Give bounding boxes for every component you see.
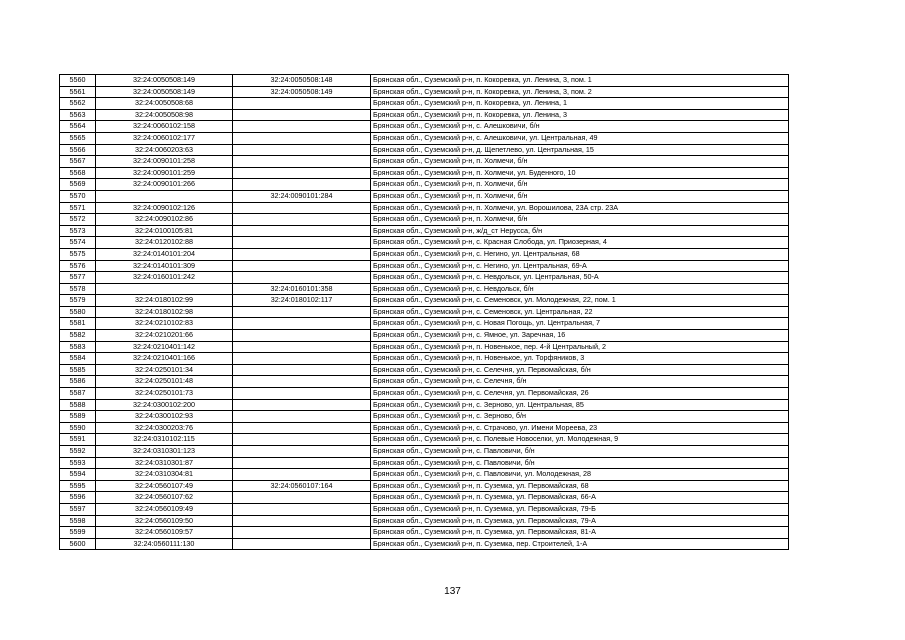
row-number-cell: 5562 [60,98,96,110]
row-number-cell: 5593 [60,457,96,469]
cadastral-number-cell: 32:24:0060102:158 [96,121,233,133]
building-number-cell [233,457,371,469]
table-row [60,283,789,295]
row-number-cell: 5598 [60,515,96,527]
table-row [60,75,789,87]
table-body [60,75,789,550]
row-number-cell: 5579 [60,295,96,307]
address-cell: Брянская обл., Суземский р-н, с. Зерново, ул. Центральная, 85 [371,399,789,411]
cadastral-number-cell: 32:24:0250101:34 [96,364,233,376]
cadastral-number-cell: 32:24:0310301:123 [96,446,233,458]
table-row [60,144,789,156]
address-cell: Брянская обл., Суземский р-н, п. Кокоревка, ул. Ленина, 3, пом. 2 [371,86,789,98]
table-row [60,121,789,133]
row-number-cell: 5569 [60,179,96,191]
address-cell: Брянская обл., Суземский р-н, с. Селечня, ул. Первомайская, б/н [371,364,789,376]
address-cell: Брянская обл., Суземский р-н, с. Селечня, б/н [371,376,789,388]
cadastral-number-cell: 32:24:0090101:258 [96,156,233,168]
building-number-cell [233,98,371,110]
building-number-cell [233,422,371,434]
cadastral-number-cell: 32:24:0120102:88 [96,237,233,249]
building-number-cell: 32:24:0090101:284 [233,190,371,202]
building-number-cell [233,214,371,226]
building-number-cell [233,121,371,133]
row-number-cell: 5565 [60,132,96,144]
address-cell: Брянская обл., Суземский р-н, п. Кокоревка, ул. Ленина, 3, пом. 1 [371,75,789,87]
building-number-cell [233,434,371,446]
address-cell: Брянская обл., Суземский р-н, с. Павловичи, ул. Молодежная, 28 [371,469,789,481]
cadastral-number-cell: 32:24:0060203:63 [96,144,233,156]
cadastral-number-cell: 32:24:0560111:130 [96,538,233,550]
cadastral-number-cell: 32:24:0090101:259 [96,167,233,179]
address-cell: Брянская обл., Суземский р-н, с. Невдольск, ул. Центральная, 50-А [371,272,789,284]
table-row [60,376,789,388]
table-row [60,446,789,458]
table-row [60,109,789,121]
row-number-cell: 5595 [60,480,96,492]
table-row [60,457,789,469]
row-number-cell: 5571 [60,202,96,214]
cadastral-number-cell: 32:24:0180102:98 [96,306,233,318]
address-cell: Брянская обл., Суземский р-н, п. Суземка, пер. Строителей, 1-А [371,538,789,550]
address-cell: Брянская обл., Суземский р-н, с. Алешковичи, ул. Центральная, 49 [371,132,789,144]
row-number-cell: 5596 [60,492,96,504]
cadastral-number-cell: 32:24:0090102:126 [96,202,233,214]
building-number-cell [233,364,371,376]
row-number-cell: 5588 [60,399,96,411]
table-row [60,318,789,330]
row-number-cell: 5591 [60,434,96,446]
building-number-cell [233,330,371,342]
table-row [60,98,789,110]
row-number-cell: 5574 [60,237,96,249]
row-number-cell: 5570 [60,190,96,202]
address-cell: Брянская обл., Суземский р-н, ж/д_ст Нерусса, б/н [371,225,789,237]
address-cell: Брянская обл., Суземский р-н, д. Щепетлево, ул. Центральная, 15 [371,144,789,156]
property-table [59,74,789,550]
row-number-cell: 5564 [60,121,96,133]
row-number-cell: 5589 [60,411,96,423]
table-row [60,190,789,202]
address-cell: Брянская обл., Суземский р-н, с. Семеновск, ул. Молодежная, 22, пом. 1 [371,295,789,307]
building-number-cell [233,527,371,539]
table-row [60,515,789,527]
row-number-cell: 5572 [60,214,96,226]
building-number-cell [233,248,371,260]
cadastral-number-cell [96,283,233,295]
address-cell: Брянская обл., Суземский р-н, п. Холмечи, б/н [371,214,789,226]
address-cell: Брянская обл., Суземский р-н, с. Красная Слобода, ул. Приозерная, 4 [371,237,789,249]
building-number-cell [233,515,371,527]
address-cell: Брянская обл., Суземский р-н, с. Страчово, ул. Имени Мореева, 23 [371,422,789,434]
cadastral-number-cell: 32:24:0310301:87 [96,457,233,469]
cadastral-number-cell: 32:24:0210201:66 [96,330,233,342]
cadastral-number-cell: 32:24:0300102:200 [96,399,233,411]
cadastral-number-cell: 32:24:0180102:99 [96,295,233,307]
building-number-cell [233,388,371,400]
cadastral-number-cell: 32:24:0090102:86 [96,214,233,226]
building-number-cell [233,225,371,237]
address-cell: Брянская обл., Суземский р-н, п. Суземка, ул. Первомайская, 79-Б [371,503,789,515]
row-number-cell: 5578 [60,283,96,295]
table-row [60,306,789,318]
building-number-cell [233,237,371,249]
address-cell: Брянская обл., Суземский р-н, п. Новенькое, пер. 4-й Центральный, 2 [371,341,789,353]
table-row [60,364,789,376]
table-row [60,492,789,504]
cadastral-number-cell: 32:24:0050508:68 [96,98,233,110]
table-row [60,527,789,539]
building-number-cell [233,538,371,550]
building-number-cell [233,399,371,411]
address-cell: Брянская обл., Суземский р-н, п. Холмечи, ул. Буденного, 10 [371,167,789,179]
address-cell: Брянская обл., Суземский р-н, с. Ямное, ул. Заречная, 16 [371,330,789,342]
address-cell: Брянская обл., Суземский р-н, с. Алешковичи, б/н [371,121,789,133]
row-number-cell: 5587 [60,388,96,400]
row-number-cell: 5599 [60,527,96,539]
address-cell: Брянская обл., Суземский р-н, с. Новая Погощь, ул. Центральная, 7 [371,318,789,330]
address-cell: Брянская обл., Суземский р-н, п. Холмечи, б/н [371,156,789,168]
row-number-cell: 5594 [60,469,96,481]
row-number-cell: 5576 [60,260,96,272]
building-number-cell [233,306,371,318]
table-row [60,480,789,492]
cadastral-number-cell: 32:24:0250101:48 [96,376,233,388]
building-number-cell [233,167,371,179]
address-cell: Брянская обл., Суземский р-н, п. Кокоревка, ул. Ленина, 3 [371,109,789,121]
table-row [60,260,789,272]
building-number-cell: 32:24:0160101:358 [233,283,371,295]
address-cell: Брянская обл., Суземский р-н, с. Невдольск, б/н [371,283,789,295]
cadastral-number-cell: 32:24:0100105:81 [96,225,233,237]
cadastral-number-cell: 32:24:0310304:81 [96,469,233,481]
row-number-cell: 5585 [60,364,96,376]
row-number-cell: 5590 [60,422,96,434]
table-row [60,434,789,446]
table-row [60,295,789,307]
row-number-cell: 5567 [60,156,96,168]
cadastral-number-cell: 32:24:0140101:309 [96,260,233,272]
table-row [60,330,789,342]
table-row [60,237,789,249]
building-number-cell [233,202,371,214]
address-cell: Брянская обл., Суземский р-н, п. Суземка, ул. Первомайская, 79-А [371,515,789,527]
table-row [60,225,789,237]
page-number: 137 [444,586,461,597]
cadastral-number-cell: 32:24:0560109:57 [96,527,233,539]
row-number-cell: 5573 [60,225,96,237]
building-number-cell [233,109,371,121]
address-cell: Брянская обл., Суземский р-н, п. Суземка, ул. Первомайская, 81-А [371,527,789,539]
table-row [60,388,789,400]
address-cell: Брянская обл., Суземский р-н, п. Холмечи, б/н [371,179,789,191]
row-number-cell: 5577 [60,272,96,284]
building-number-cell [233,446,371,458]
table-row [60,353,789,365]
building-number-cell [233,492,371,504]
cadastral-number-cell: 32:24:0210102:83 [96,318,233,330]
cadastral-number-cell: 32:24:0050508:149 [96,86,233,98]
table-row [60,248,789,260]
cadastral-number-cell: 32:24:0560109:50 [96,515,233,527]
address-cell: Брянская обл., Суземский р-н, с. Зерново, б/н [371,411,789,423]
cadastral-number-cell: 32:24:0300102:93 [96,411,233,423]
table-row [60,132,789,144]
row-number-cell: 5592 [60,446,96,458]
row-number-cell: 5566 [60,144,96,156]
row-number-cell: 5580 [60,306,96,318]
address-cell: Брянская обл., Суземский р-н, с. Полевые Новоселки, ул. Молодежная, 9 [371,434,789,446]
address-cell: Брянская обл., Суземский р-н, п. Новенькое, ул. Торфяников, 3 [371,353,789,365]
table-row [60,469,789,481]
address-cell: Брянская обл., Суземский р-н, п. Кокоревка, ул. Ленина, 1 [371,98,789,110]
address-cell: Брянская обл., Суземский р-н, с. Павловичи, б/н [371,446,789,458]
row-number-cell: 5563 [60,109,96,121]
building-number-cell [233,341,371,353]
address-cell: Брянская обл., Суземский р-н, п. Холмечи, ул. Ворошилова, 23А стр. 23А [371,202,789,214]
cadastral-number-cell: 32:24:0050508:149 [96,75,233,87]
row-number-cell: 5586 [60,376,96,388]
cadastral-number-cell [96,190,233,202]
building-number-cell [233,179,371,191]
table-row [60,341,789,353]
cadastral-number-cell: 32:24:0210401:166 [96,353,233,365]
row-number-cell: 5560 [60,75,96,87]
table-row [60,86,789,98]
cadastral-number-cell: 32:24:0560109:49 [96,503,233,515]
building-number-cell [233,260,371,272]
row-number-cell: 5584 [60,353,96,365]
building-number-cell: 32:24:0050508:148 [233,75,371,87]
table-row [60,202,789,214]
cadastral-number-cell: 32:24:0210401:142 [96,341,233,353]
table-row [60,214,789,226]
cadastral-number-cell: 32:24:0250101:73 [96,388,233,400]
building-number-cell: 32:24:0050508:149 [233,86,371,98]
cadastral-number-cell: 32:24:0310102:115 [96,434,233,446]
cadastral-number-cell: 32:24:0560107:49 [96,480,233,492]
address-cell: Брянская обл., Суземский р-н, п. Суземка, ул. Первомайская, 68 [371,480,789,492]
row-number-cell: 5583 [60,341,96,353]
address-cell: Брянская обл., Суземский р-н, с. Негино, ул. Центральная, 69-А [371,260,789,272]
row-number-cell: 5600 [60,538,96,550]
building-number-cell [233,376,371,388]
building-number-cell [233,156,371,168]
table-row [60,272,789,284]
table-row [60,422,789,434]
building-number-cell [233,469,371,481]
building-number-cell [233,132,371,144]
cadastral-number-cell: 32:24:0090101:266 [96,179,233,191]
row-number-cell: 5581 [60,318,96,330]
building-number-cell [233,353,371,365]
address-cell: Брянская обл., Суземский р-н, с. Семеновск, ул. Центральная, 22 [371,306,789,318]
building-number-cell [233,318,371,330]
table-row [60,503,789,515]
table-row [60,156,789,168]
row-number-cell: 5568 [60,167,96,179]
cadastral-number-cell: 32:24:0160101:242 [96,272,233,284]
row-number-cell: 5597 [60,503,96,515]
cadastral-number-cell: 32:24:0140101:204 [96,248,233,260]
building-number-cell [233,503,371,515]
building-number-cell [233,144,371,156]
address-cell: Брянская обл., Суземский р-н, с. Селечня, ул. Первомайская, 26 [371,388,789,400]
cadastral-number-cell: 32:24:0560107:62 [96,492,233,504]
table-row [60,399,789,411]
cadastral-number-cell: 32:24:0300203:76 [96,422,233,434]
building-number-cell [233,411,371,423]
table-row [60,167,789,179]
table-row [60,538,789,550]
row-number-cell: 5561 [60,86,96,98]
cadastral-number-cell: 32:24:0060102:177 [96,132,233,144]
building-number-cell [233,272,371,284]
building-number-cell: 32:24:0560107:164 [233,480,371,492]
building-number-cell: 32:24:0180102:117 [233,295,371,307]
row-number-cell: 5575 [60,248,96,260]
table-row [60,411,789,423]
cadastral-number-cell: 32:24:0050508:98 [96,109,233,121]
address-cell: Брянская обл., Суземский р-н, п. Холмечи, б/н [371,190,789,202]
row-number-cell: 5582 [60,330,96,342]
address-cell: Брянская обл., Суземский р-н, с. Негино, ул. Центральная, 68 [371,248,789,260]
address-cell: Брянская обл., Суземский р-н, с. Павловичи, б/н [371,457,789,469]
table-row [60,179,789,191]
address-cell: Брянская обл., Суземский р-н, п. Суземка, ул. Первомайская, 66-А [371,492,789,504]
